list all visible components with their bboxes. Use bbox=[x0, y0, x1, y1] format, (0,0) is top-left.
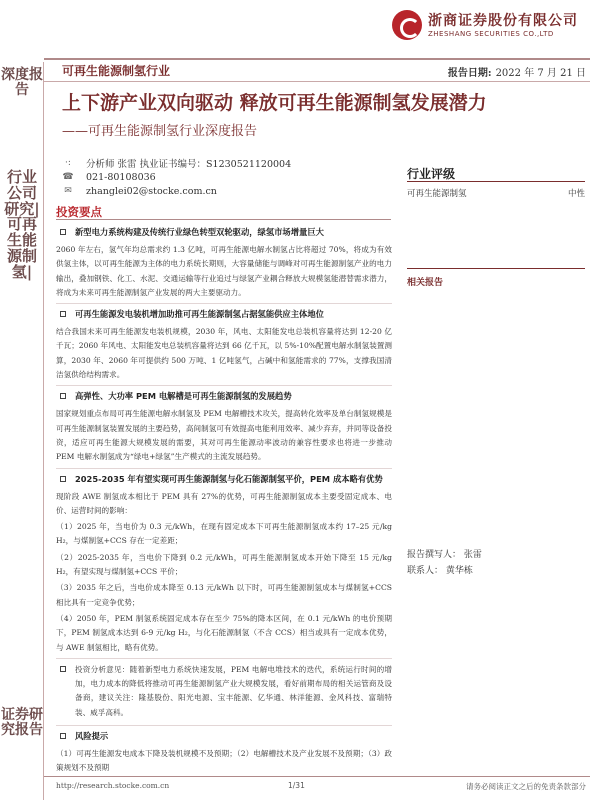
section-separator bbox=[56, 658, 392, 659]
company-logo bbox=[392, 6, 592, 46]
page-subtitle: ——可再生能源制氢行业深度报告 bbox=[62, 124, 258, 139]
related-rule bbox=[407, 268, 585, 269]
rating-value: 中性 bbox=[567, 189, 585, 199]
header-rule bbox=[44, 58, 590, 60]
logo-mark-icon bbox=[392, 10, 422, 40]
section-paragraph: 结合我国未来可再生能源发电装机规模，2030 年，风电、太阳能发电总装机容量将达到 12-20 亿千瓦；2060 年风电、太阳能发电总装机容量将达到 66 亿千瓦，以 5%-10%配置电解水制氢装置测算，2030 年、2060 年可提供约 500 万吨、1 亿吨氢气，占碱中和氢能需求的 77%，支撑我国清洁氢供给结构需求。 bbox=[56, 327, 392, 380]
rating-rule bbox=[407, 181, 585, 182]
checkbox-square-icon bbox=[60, 393, 66, 399]
footer-rule bbox=[44, 776, 590, 777]
section-paragraph: （4）2050 年，PEM 制氢系统固定成本存在至少 75%的降本区间，在 0.1 元/kWh 的电价预期下，PEM 制氢成本达到 6-9 元/kg H₂，与化石能源制氢（不含 CCS）相当或具有一定成本优势，与 AWE 制氢相比，略有优势。 bbox=[56, 613, 392, 652]
report-date-value: 2022 年 7 月 21 日 bbox=[495, 68, 586, 79]
section-paragraph: （2）2025-2035 年，当电价下降到 0.2 元/kWh，可再生能源制氢成本开始下降至 15 元/kg H₂，有望实现与煤制氢+CCS 平价； bbox=[56, 552, 392, 577]
company-name-cn: 浙商证券股份有限公司 bbox=[428, 13, 578, 29]
category-vertical: 行业公司研究|可再生能源制氢| bbox=[4, 168, 40, 281]
section-heading: 高弹性、大功率 PEM 电解槽是可再生能源制氢的发展趋势 bbox=[56, 390, 392, 402]
checkbox-square-icon bbox=[60, 733, 66, 739]
person-icon: ·: bbox=[65, 158, 71, 168]
analyst-phone-row: ☎ 021-80108036 bbox=[62, 171, 156, 183]
rating-row bbox=[407, 187, 585, 199]
report-contact: 联系人： 黄华栋 bbox=[407, 566, 473, 576]
section-paragraph: 现阶段 AWE 制氢成本相比于 PEM 具有 27%的优势，可再生能源制氢成本主要受固定成本、电价、运营时间的影响： bbox=[56, 491, 392, 515]
checkbox-square-icon bbox=[60, 311, 66, 317]
industry-tag: 可再生能源制氢行业 bbox=[62, 64, 171, 78]
investment-advice: 投资分析意见：随着新型电力系统快速发展，PEM 电解电堆技术的迭代，系统运行时间的增加，电力成本的降低将推动可再生能源制氢产业大规模发展，看好前期布局的相关运管商及设备商，建议关注：隆基股份、阳光电源、宝丰能源、亿华通、林洋能源、金风科技、富瑞特装、威孚高科。 bbox=[56, 663, 392, 720]
analyst-info bbox=[62, 156, 291, 198]
footer-url-link[interactable]: http://research.stocke.com.cn bbox=[56, 781, 170, 790]
title-rule bbox=[44, 81, 590, 82]
page-title: 上下游产业双向驱动 释放可再生能源制氢发展潜力 bbox=[62, 92, 487, 114]
checkbox-square-icon bbox=[60, 229, 66, 235]
section-separator bbox=[56, 303, 392, 304]
related-reports-title: 相关报告 bbox=[407, 278, 444, 288]
section-heading: 新型电力系统构建及传统行业绿色转型双轮驱动，绿氢市场增量巨大 bbox=[56, 226, 392, 238]
section-paragraph: 2060 年左右，氢气年均总需求约 1.3 亿吨，可再生能源电解水制氢占比将超过 70%，将成为有效供氢主体，以可再生能源为主体的电力系统长期则，大容量储能与调峰对可再生能源制氢产业的电力输出，叠加钢铁、化工、水泥、交通运输等行业追过与绿氢产业耦合释放大规模氢能潜替需求潜力，将成为未来可再生能源制氢产业发展的两大主要驱动力。 bbox=[56, 245, 392, 297]
section-heading: 风险提示 bbox=[56, 730, 392, 742]
section-paragraph: （3）2035 年之后，当电价成本降至 0.13 元/kWh 以下时，可再生能源制氢成本与煤制氢+CCS 相比具有一定竞争优势； bbox=[56, 583, 392, 607]
section-heading: 可再生能源发电装机增加助推可再生能源制氢占据氢能供应主体地位 bbox=[56, 308, 392, 320]
checkbox-square-icon bbox=[60, 666, 66, 672]
report-date bbox=[448, 64, 586, 79]
report-writer: 报告撰写人： 张雷 bbox=[407, 550, 482, 560]
footer-disclaimer: 请务必阅读正文之后的免责条款部分 bbox=[466, 782, 586, 791]
rating-title: 行业评级 bbox=[407, 167, 456, 181]
report-date-label: 报告日期: bbox=[447, 68, 492, 79]
checkbox-square-icon bbox=[60, 476, 66, 482]
investment-rule bbox=[56, 219, 391, 220]
investment-points-title: 投资要点 bbox=[56, 205, 102, 219]
section-separator bbox=[56, 385, 392, 386]
section-paragraph: （1）2025 年，当电价为 0.3 元/kWh，在现有固定成本下可再生能源制氢成本约 17–25 元/kg H₂，与煤制氢+CCS 存在一定差距； bbox=[56, 522, 392, 546]
analyst-name-row: ·: 分析师 张雷 执业证书编号：S1230521120004 bbox=[62, 156, 291, 170]
rating-industry: 可再生能源制氢 bbox=[407, 189, 467, 199]
company-name-en: ZHESHANG SECURITIES CO.,LTD bbox=[428, 30, 554, 38]
report-type-vertical: 深度报告 bbox=[1, 67, 43, 98]
analyst-email-row: ✉ zhanglei02@stocke.com.cn bbox=[62, 184, 291, 198]
section-heading: 2025-2035 年有望实现可再生能源制氢与化石能源制氢平价，PEM 成本略有优势 bbox=[56, 473, 392, 485]
section-separator bbox=[56, 468, 392, 469]
left-vertical-banner bbox=[0, 62, 44, 800]
section-separator bbox=[56, 725, 392, 726]
phone-icon: ☎ bbox=[62, 172, 74, 182]
section-paragraph: 国家规划重点布局可再生能源电解水制氢及 PEM 电解槽技术攻关，提高转化效率及单台制氢规模是可再生能源制氢装置发展的主要趋势，高间制氢可有效提高电能利用效率、减少弃弃，并同等设备投资，适应可再生能源大规模发展的需要，其对可再生能源动率波动的兼容性要求也将进一步推动 PEM 电解水制氢成为“绿电+绿氢”生产模式的主流发展趋势。 bbox=[56, 409, 392, 462]
investment-content bbox=[56, 222, 392, 779]
page-number: 1/31 bbox=[288, 781, 305, 790]
email-icon: ✉ bbox=[64, 186, 72, 196]
section-paragraph: （1）可再生能源发电成本下降及装机规模不及预期；（2）电解槽技术及产业发展不及预期；（3）政策规划不及预期 bbox=[56, 749, 392, 773]
securities-research-vertical: 证券研究报告 bbox=[1, 707, 43, 738]
